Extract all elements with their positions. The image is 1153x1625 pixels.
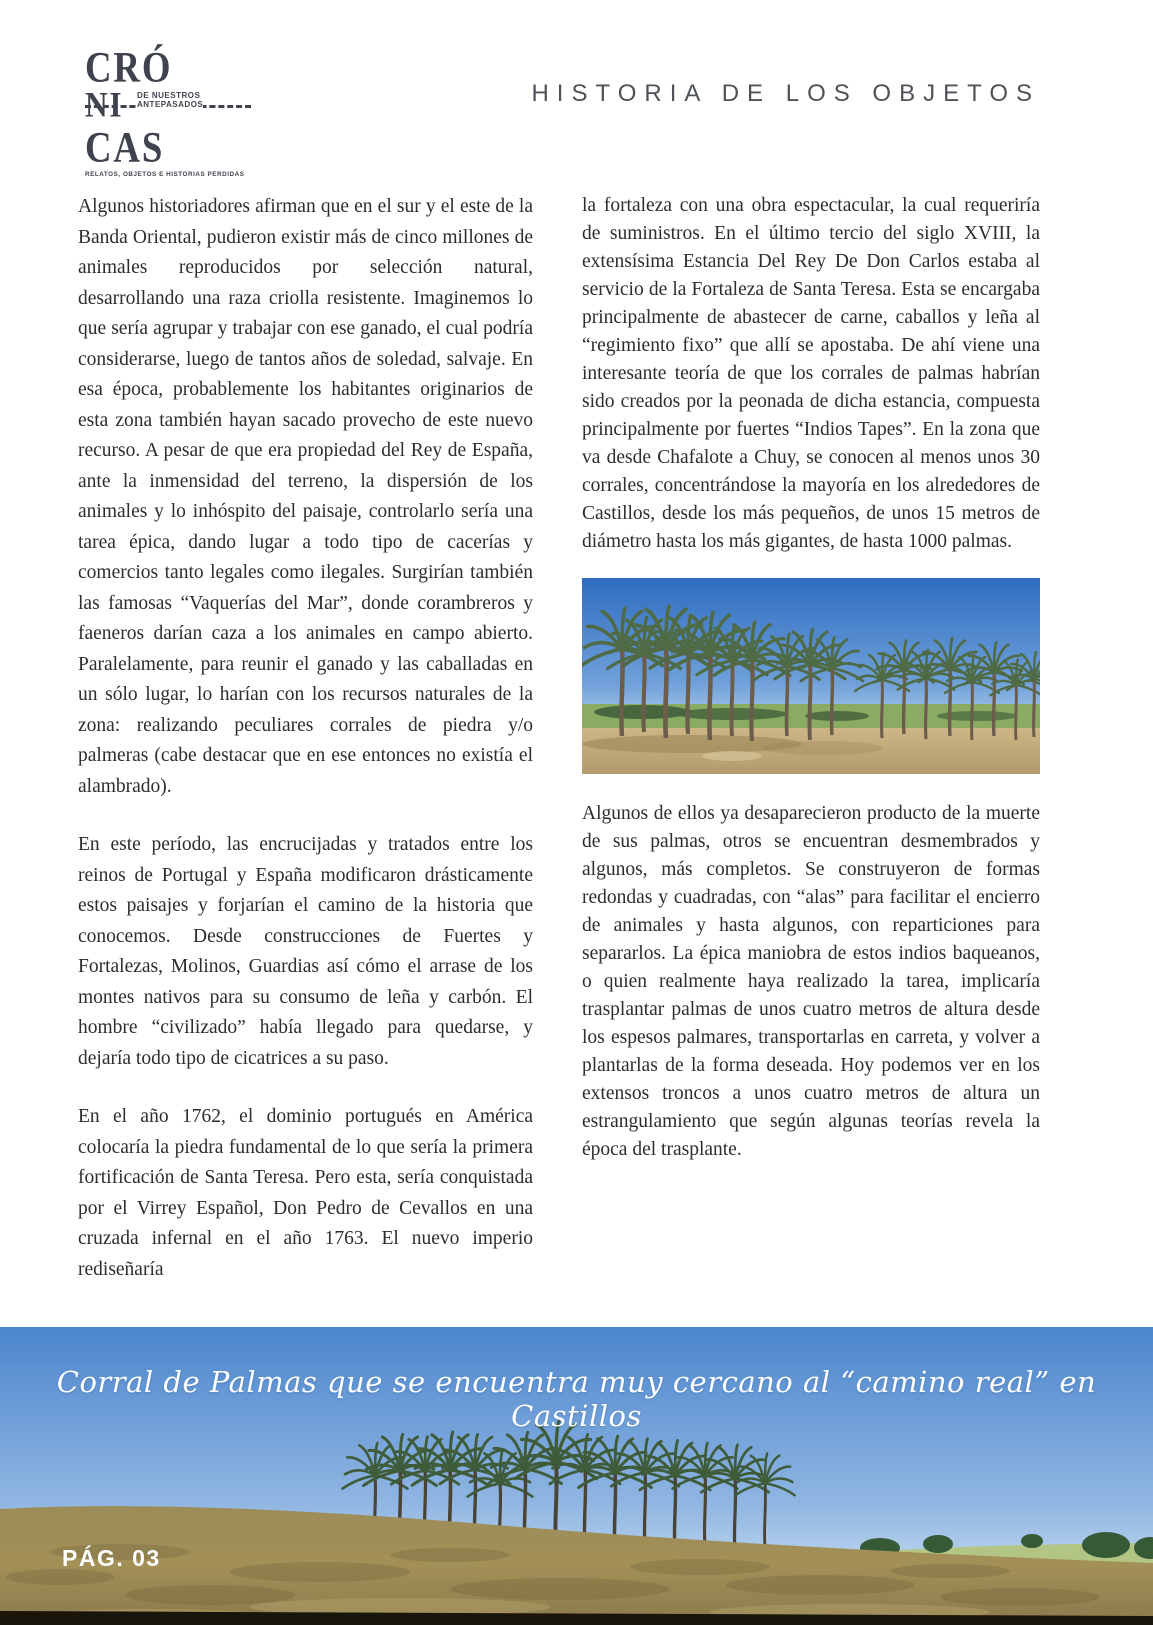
- logo-line-cas: CAS: [85, 122, 165, 172]
- photo-caption: Corral de Palmas que se encuentra muy cercano al “camino real” en Castillos: [56, 1365, 1097, 1433]
- section-title: HISTORIA DE LOS OBJETOS: [531, 80, 1040, 107]
- paragraph: la fortaleza con una obra espectacular, la cual requeriría de suministros. En el último tercio del siglo XVIII, la extensísima Estancia Del Rey De Don Carlos estaba al servicio de la Fortaleza de Santa Teresa. Esta se encargaba principalmente de abastecer de carne, caballos y leña al “regimiento fixo” que allí se apostaba. De ahí viene una interesante teoría de que los corrales de palmas habrían sido creados por la peonada de dicha estancia, compuesta principalmente por fuertes “Indios Tapes”. En la zona que va desde Chafalote a Chuy, se conocen al menos unos 30 corrales, concentrándose la mayoría en los alrededores de Castillos, desde los más pequeños, de unos 15 metros de diámetro hasta los más gigantes, de hasta 1000 palmas.: [582, 195, 1040, 552]
- logo-subtitle-line2: ANTEPASADOS: [137, 100, 204, 110]
- paragraph: En el año 1762, el dominio portugués en América colocaría la piedra fundamental de lo que sería la primera fortificación de Santa Teresa. Pero esta, sería conquistada por el Virrey Español, Don Pedro de Cevallos en una cruzada infernal en el año 1763. El nuevo imperio rediseñaría: [78, 1106, 533, 1280]
- paragraph: En este período, las encrucijadas y tratados entre los reinos de Portugal y España modificaron drásticamente estos paisajes y forjarían el camino de la historia que conocemos. Desde construcciones de Fuertes y Fortalezas, Molinos, Guardias así cómo el arrase de los montes nativos para su consumo de leña y carbón. El hombre “civilizado” había llegado para quedarse, y dejaría todo tipo de cicatrices a su paso.: [78, 834, 533, 1069]
- logo-subtitle: [137, 91, 203, 109]
- logo-subtitle-line1: DE NUESTROS: [137, 91, 201, 100]
- cronicas-logo: [85, 42, 245, 178]
- logo-tagline: RELATOS, OBJETOS E HISTORIAS PERDIDAS: [85, 171, 245, 178]
- logo-line-ni-row: [85, 88, 205, 124]
- footer-landscape-photo: [0, 1327, 1153, 1625]
- paragraph: Algunos de ellos ya desaparecieron producto de la muerte de sus palmas, otros se encuentran desmembrados y algunos, más completos. Se construyeron de formas redondas y cuadradas, con “alas” para facilitar el encierro de animales y hasta algunos, con reparticiones para separarlos. La épica maniobra de estos indios baqueanos, o quien realmente haya realizado la tarea, implicaría trasplantar palmas de unos cuatro metros de altura desde los espesos palmares, transportarlas en carreta, y volver a plantarlas de la forma deseada. Hoy podemos ver en los extensos troncos a unos cuatro metros de altura un estrangulamiento que según algunas teorías revela la época del trasplante.: [582, 803, 1040, 1160]
- right-column: [582, 192, 1040, 1186]
- left-column: [78, 192, 533, 1313]
- page-number-label: PÁG. 03: [62, 1545, 161, 1571]
- logo-line-cro: CRÓ: [85, 42, 173, 92]
- inline-palm-corral-photo: [582, 578, 1040, 774]
- logo-line-ni: NI: [85, 86, 124, 125]
- paragraph: Algunos historiadores afirman que en el sur y el este de la Banda Oriental, pudieron existir más de cinco millones de animales reproducidos por selección natural, desarrollando una raza criolla resistente. Imaginemos lo que sería agrupar y trabajar con ese ganado, el cual podría considerarse, luego de tantos años de soledad, salvaje. En esa época, probablemente los habitantes originarios de esta zona también hayan sacado provecho de este nuevo recurso. A pesar de que era propiedad del Rey de España, ante la inmensidad del terreno, la dispersión de los animales y lo inhóspito del paisaje, controlarlo sería una tarea épica, dando lugar a todo tipo de cacerías y comercios tanto legales como ilegales. Surgirían también las famosas “Vaquerías del Mar”, donde corambreros y faeneros darían caza a los animales en campo abierto. Paralelamente, para reunir el ganado y las caballadas en un sólo lugar, lo harían con los recursos naturales de la zona: realizando peculiares corrales de piedra y/o palmeras (cabe destacar que en ese entonces no existía el alambrado).: [78, 196, 533, 797]
